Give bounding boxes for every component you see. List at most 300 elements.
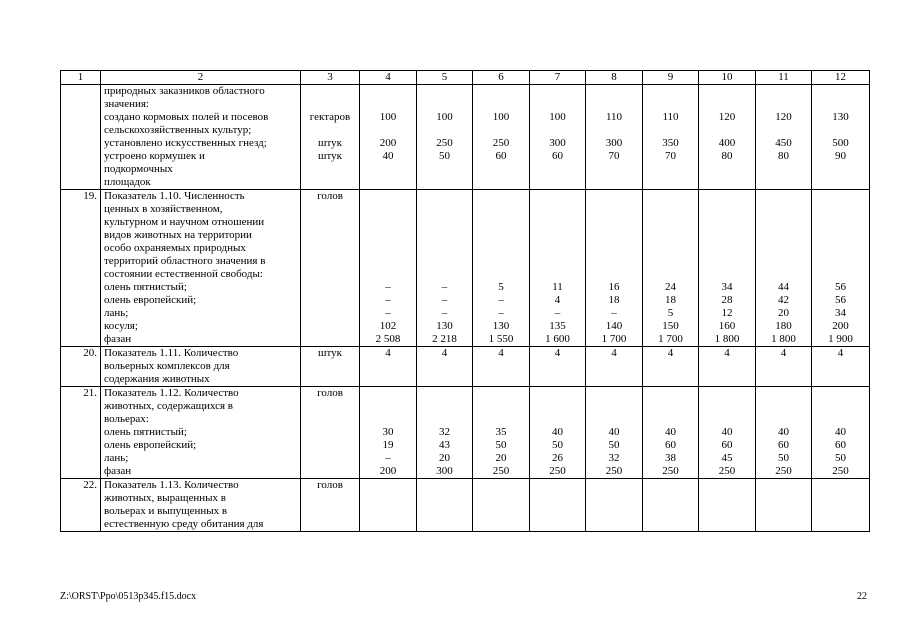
value-line — [643, 85, 698, 98]
value-line: 18 — [665, 294, 676, 306]
value-line — [530, 216, 585, 229]
value-line — [812, 190, 869, 203]
value-line: 120 — [718, 111, 736, 123]
value-line — [417, 268, 472, 281]
value-cell — [643, 387, 699, 479]
value-line: 11 — [552, 281, 563, 293]
value-line — [756, 203, 811, 216]
value-line — [699, 203, 755, 216]
value-line — [586, 98, 642, 111]
value-line — [756, 242, 811, 255]
value-cell — [812, 387, 870, 479]
value-cell — [643, 479, 699, 532]
value-cell — [756, 387, 812, 479]
description-line: значения: — [104, 98, 149, 110]
value-line: 35 — [495, 426, 507, 438]
value-line — [473, 255, 529, 268]
value-line — [812, 387, 869, 400]
value-cell — [360, 387, 417, 479]
value-line: 40 — [721, 426, 733, 438]
unit-cell — [301, 190, 360, 347]
value-line — [756, 85, 811, 98]
value-line: 100 — [379, 111, 397, 123]
value-line — [473, 387, 529, 400]
value-line: 1 600 — [545, 333, 570, 345]
value-line: 1 800 — [771, 333, 796, 345]
value-line: 4 — [385, 347, 391, 359]
value-line: 42 — [778, 294, 789, 306]
row-number: 22. — [61, 479, 101, 532]
unit-cell — [301, 85, 360, 190]
value-line: 56 — [835, 294, 846, 306]
description-line: животных, содержащихся в — [104, 400, 233, 412]
column-header: 3 — [301, 71, 360, 85]
description-line: территорий областного значения в — [104, 255, 266, 267]
value-line — [586, 242, 642, 255]
value-line — [360, 124, 416, 137]
value-line: 110 — [662, 111, 679, 123]
value-line: 350 — [662, 137, 679, 149]
value-line: 130 — [436, 320, 453, 332]
value-line: 50 — [835, 452, 846, 464]
row-number: 21. — [61, 387, 101, 479]
value-line: 200 — [832, 320, 849, 332]
indicator-description — [101, 190, 301, 347]
value-line: 40 — [835, 426, 846, 438]
description-line: подкормочных — [104, 163, 173, 175]
value-line — [530, 98, 585, 111]
value-line — [812, 216, 869, 229]
value-cell — [756, 85, 812, 190]
value-line: 300 — [605, 137, 623, 149]
description-line: создано кормовых полей и посевов — [104, 111, 269, 123]
value-line: 1 800 — [714, 333, 740, 345]
value-line — [812, 229, 869, 242]
value-line — [699, 242, 755, 255]
value-line — [812, 163, 869, 176]
value-line: 100 — [436, 111, 453, 123]
value-line: – — [385, 307, 391, 319]
value-line — [530, 255, 585, 268]
value-line — [360, 85, 416, 98]
unit-cell — [301, 387, 360, 479]
value-line — [699, 400, 755, 413]
value-line — [530, 413, 585, 426]
value-line — [360, 229, 416, 242]
value-line: 60 — [778, 439, 789, 451]
value-line — [643, 163, 698, 176]
value-line: 250 — [492, 137, 510, 149]
value-line: 20 — [495, 452, 507, 464]
description-line: естественную среду обитания для — [104, 518, 264, 530]
value-line — [643, 229, 698, 242]
value-line — [812, 242, 869, 255]
value-line — [699, 413, 755, 426]
value-cell — [473, 479, 530, 532]
value-line: – — [441, 281, 448, 293]
value-line: 4 — [837, 347, 844, 359]
unit-line: штук — [318, 137, 342, 149]
value-line — [530, 387, 585, 400]
value-line — [360, 176, 416, 189]
value-line: 43 — [439, 439, 450, 451]
value-line — [417, 124, 472, 137]
value-line: 250 — [662, 465, 679, 477]
description-line: Показатель 1.11. Количество — [104, 347, 239, 359]
value-line — [756, 163, 811, 176]
value-line: 32 — [608, 452, 620, 464]
value-line: 180 — [775, 320, 792, 332]
column-header: 12 — [812, 71, 870, 85]
value-line — [417, 98, 472, 111]
indicator-description — [101, 347, 301, 387]
value-cell — [756, 479, 812, 532]
value-line: 4 — [780, 347, 787, 359]
unit-line: гектаров — [309, 111, 351, 123]
value-line — [699, 98, 755, 111]
value-line — [586, 85, 642, 98]
value-cell — [756, 190, 812, 347]
value-line: 160 — [718, 320, 736, 332]
value-line: 56 — [835, 281, 846, 293]
value-line: 1 900 — [828, 333, 853, 345]
value-line: 40 — [608, 426, 620, 438]
value-cell — [699, 347, 756, 387]
value-line — [699, 124, 755, 137]
value-line: 1 550 — [488, 333, 514, 345]
value-line: 2 218 — [432, 333, 457, 345]
value-line — [756, 229, 811, 242]
column-header: 4 — [360, 71, 417, 85]
value-line — [473, 216, 529, 229]
value-line: – — [611, 307, 617, 319]
unit-line: голов — [317, 190, 343, 202]
column-header: 5 — [417, 71, 473, 85]
description-line: сельскохозяйственных культур; — [104, 124, 252, 136]
indicators-table — [60, 70, 870, 532]
value-line — [756, 176, 811, 189]
value-line — [699, 216, 755, 229]
value-line — [360, 216, 416, 229]
value-line: – — [498, 307, 504, 319]
value-line — [417, 413, 472, 426]
value-cell — [699, 190, 756, 347]
value-line: 140 — [605, 320, 623, 332]
value-line: 4 — [554, 347, 561, 359]
value-line: 130 — [492, 320, 510, 332]
footer-file-path: Z:\ORST\Ppo\0513p345.f15.docx — [60, 591, 197, 602]
description-line: площадок — [104, 176, 151, 188]
value-line — [586, 216, 642, 229]
indicator-description — [101, 387, 301, 479]
unit-line — [304, 98, 356, 111]
value-cell — [530, 190, 586, 347]
value-line — [812, 176, 869, 189]
value-line — [473, 400, 529, 413]
value-cell — [417, 479, 473, 532]
value-line: 24 — [665, 281, 676, 293]
value-line — [360, 413, 416, 426]
value-line — [473, 176, 529, 189]
value-line — [417, 242, 472, 255]
value-cell — [643, 347, 699, 387]
value-line: 40 — [778, 426, 789, 438]
value-line — [756, 400, 811, 413]
value-line — [473, 163, 529, 176]
value-line — [360, 242, 416, 255]
description-line: состоянии естественной свободы: — [104, 268, 263, 280]
value-line — [586, 255, 642, 268]
column-header: 11 — [756, 71, 812, 85]
value-line: 4 — [554, 294, 561, 306]
value-cell — [812, 479, 870, 532]
value-line — [360, 163, 416, 176]
value-line — [586, 413, 642, 426]
value-line — [530, 268, 585, 281]
value-line: 100 — [492, 111, 510, 123]
value-line: 250 — [775, 465, 792, 477]
indicator-description — [101, 85, 301, 190]
value-line — [699, 190, 755, 203]
value-line: 28 — [721, 294, 733, 306]
header-row — [61, 71, 870, 85]
value-line: 50 — [439, 150, 450, 162]
value-line — [699, 387, 755, 400]
value-line — [756, 124, 811, 137]
value-cell — [530, 347, 586, 387]
unit-line: штук — [318, 347, 342, 359]
value-cell — [812, 85, 870, 190]
description-line: лань; — [104, 307, 129, 319]
description-line: видов животных на территории — [104, 229, 252, 241]
value-line — [530, 124, 585, 137]
value-line: 250 — [492, 465, 510, 477]
value-line — [643, 255, 698, 268]
value-cell — [473, 190, 530, 347]
footer-page-number: 22 — [857, 591, 867, 602]
value-line — [417, 387, 472, 400]
value-line — [643, 176, 698, 189]
value-line — [586, 176, 642, 189]
value-line — [586, 190, 642, 203]
unit-cell — [301, 347, 360, 387]
value-cell — [699, 387, 756, 479]
value-line: 45 — [721, 452, 733, 464]
value-line: 16 — [608, 281, 620, 293]
value-line: 150 — [662, 320, 679, 332]
value-line — [586, 400, 642, 413]
value-line — [756, 255, 811, 268]
value-line — [530, 400, 585, 413]
value-line: 60 — [665, 439, 676, 451]
value-line — [417, 203, 472, 216]
value-line: 60 — [835, 439, 846, 451]
value-line — [643, 268, 698, 281]
value-line — [530, 85, 585, 98]
description-line: Показатель 1.13. Количество — [104, 479, 239, 491]
description-line: вольерных комплексов для — [104, 360, 230, 372]
value-line — [473, 85, 529, 98]
value-line — [699, 176, 755, 189]
value-cell — [417, 190, 473, 347]
value-line: 70 — [665, 150, 676, 162]
value-cell — [473, 387, 530, 479]
value-cell — [530, 85, 586, 190]
value-cell — [586, 85, 643, 190]
value-cell — [473, 347, 530, 387]
row-number: 20. — [61, 347, 101, 387]
value-line: 20 — [778, 307, 789, 319]
value-line: 50 — [495, 439, 507, 451]
value-line: 12 — [721, 307, 733, 319]
value-line — [473, 242, 529, 255]
value-line: 34 — [835, 307, 846, 319]
value-line — [360, 268, 416, 281]
description-line: особо охраняемых природных — [104, 242, 246, 254]
value-line: 20 — [439, 452, 450, 464]
column-header: 9 — [643, 71, 699, 85]
value-line — [473, 190, 529, 203]
column-header: 7 — [530, 71, 586, 85]
value-line — [586, 387, 642, 400]
value-line: 60 — [552, 150, 563, 162]
value-line: 18 — [608, 294, 620, 306]
column-header: 2 — [101, 71, 301, 85]
unit-line: голов — [317, 387, 343, 399]
value-cell — [756, 347, 812, 387]
value-line — [530, 229, 585, 242]
value-line — [812, 124, 869, 137]
value-line — [360, 203, 416, 216]
value-line: 100 — [549, 111, 566, 123]
value-line — [643, 190, 698, 203]
value-line: – — [385, 281, 391, 293]
value-line: 40 — [552, 426, 563, 438]
value-line — [586, 229, 642, 242]
description-line: ценных в хозяйственном, — [104, 203, 223, 215]
value-line — [360, 190, 416, 203]
value-line — [417, 400, 472, 413]
value-line: 1 700 — [601, 333, 627, 345]
column-header: 6 — [473, 71, 530, 85]
value-cell — [812, 190, 870, 347]
value-line: 32 — [439, 426, 450, 438]
description-line: косуля; — [104, 320, 138, 332]
value-line: – — [385, 452, 391, 464]
value-line: 60 — [495, 150, 507, 162]
value-line — [756, 98, 811, 111]
description-line: Показатель 1.10. Численность — [104, 190, 245, 202]
value-cell — [812, 347, 870, 387]
value-line — [473, 268, 529, 281]
value-line — [360, 255, 416, 268]
value-line: 102 — [379, 320, 397, 332]
value-line — [530, 176, 585, 189]
value-line — [756, 216, 811, 229]
value-line — [417, 176, 472, 189]
value-line — [530, 203, 585, 216]
value-line: 120 — [775, 111, 792, 123]
value-line — [643, 413, 698, 426]
unit-line — [304, 85, 356, 98]
description-line: лань; — [104, 452, 129, 464]
value-line — [756, 268, 811, 281]
value-cell — [643, 190, 699, 347]
value-line — [756, 387, 811, 400]
value-line: 50 — [552, 439, 563, 451]
value-line — [417, 163, 472, 176]
value-line — [530, 242, 585, 255]
column-header: 1 — [61, 71, 101, 85]
value-line — [699, 229, 755, 242]
value-line — [473, 98, 529, 111]
value-line — [417, 85, 472, 98]
value-line — [699, 255, 755, 268]
description-line: вольерах: — [104, 413, 149, 425]
value-line — [756, 413, 811, 426]
value-line — [812, 203, 869, 216]
column-header: 10 — [699, 71, 756, 85]
value-line: 250 — [605, 465, 623, 477]
value-line — [586, 268, 642, 281]
value-cell — [586, 347, 643, 387]
value-line — [643, 216, 698, 229]
value-cell — [360, 347, 417, 387]
value-line: 4 — [667, 347, 674, 359]
unit-line: голов — [317, 479, 343, 491]
description-line: олень пятнистый; — [104, 426, 187, 438]
value-line: 135 — [549, 320, 566, 332]
value-line — [699, 163, 755, 176]
value-line — [643, 242, 698, 255]
value-line: – — [498, 294, 504, 306]
value-line: 130 — [832, 111, 849, 123]
value-cell — [360, 190, 417, 347]
value-line — [643, 203, 698, 216]
value-line: 50 — [608, 439, 620, 451]
value-line — [643, 387, 698, 400]
value-line: 4 — [498, 347, 504, 359]
description-line: вольерах и выпущенных в — [104, 505, 228, 517]
value-line: 300 — [436, 465, 453, 477]
value-line: 40 — [665, 426, 676, 438]
value-line — [360, 400, 416, 413]
value-line — [586, 124, 642, 137]
description-line: животных, выращенных в — [104, 492, 226, 504]
description-line: Показатель 1.12. Количество — [104, 387, 239, 399]
column-header: 8 — [586, 71, 643, 85]
value-line: 250 — [832, 465, 849, 477]
value-line: 44 — [778, 281, 789, 293]
value-line: 250 — [718, 465, 736, 477]
value-line: 30 — [382, 426, 394, 438]
description-line: олень европейский; — [104, 439, 197, 451]
value-line — [643, 98, 698, 111]
value-line — [756, 190, 811, 203]
value-cell — [643, 85, 699, 190]
description-line: олень европейский; — [104, 294, 197, 306]
table-row — [61, 479, 870, 532]
description-line: устроено кормушек и — [104, 150, 205, 162]
unit-line — [304, 124, 356, 137]
unit-line — [304, 176, 356, 189]
description-line: установлено искусственных гнезд; — [104, 137, 267, 149]
value-line: 4 — [611, 347, 617, 359]
value-line — [360, 98, 416, 111]
value-line: 40 — [382, 150, 394, 162]
description-line: олень пятнистый; — [104, 281, 187, 293]
value-line — [473, 124, 529, 137]
